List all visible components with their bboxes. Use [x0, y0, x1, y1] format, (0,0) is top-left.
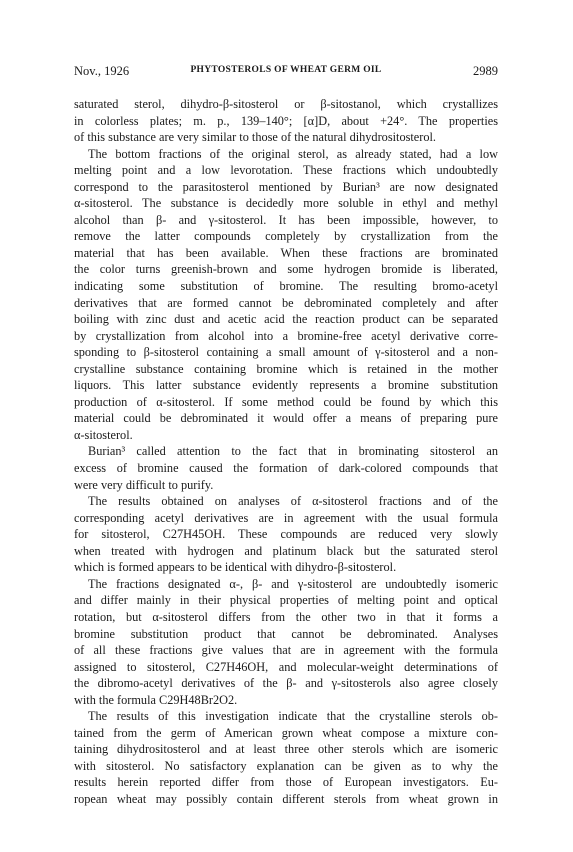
text-line: the dibromo-acetyl derivatives of the β- and γ-sitosterols also agree closely: [74, 676, 498, 691]
text-line: The results of this investigation indicate that the crystalline sterols ob-: [88, 709, 498, 724]
text-line: derivatives that are formed cannot be debrominated completely and after: [74, 295, 498, 310]
text-line: material that has been available. When these fractions are brominated: [74, 245, 498, 260]
text-line: taining dihydrositosterol and at least three other sterols which are isomeric: [74, 742, 498, 757]
text-line: and differ mainly in their physical properties of melting point and optical: [74, 593, 498, 608]
text-line: excess of bromine caused the formation of dark-colored compounds that: [74, 461, 498, 476]
running-header: [74, 64, 498, 82]
text-line: α-sitosterol. The substance is decidedly more soluble in ethyl and methyl: [74, 196, 498, 211]
text-line: α-sitosterol.: [74, 427, 133, 442]
text-line: The results obtained on analyses of α-sitosterol fractions and of the: [88, 494, 498, 509]
text-line: alcohol than β- and γ-sitosterol. It has been impossible, however, to: [74, 212, 498, 227]
text-line: saturated sterol, dihydro-β-sitosterol or β-sitostanol, which crystallizes: [74, 97, 498, 111]
header-date: Nov., 1926: [74, 64, 130, 78]
text-line: The fractions designated α-, β- and γ-sitosterol are undoubtedly isomeric: [88, 576, 498, 591]
text-line: assigned to sitosterol, C27H46OH, and molecular-weight determinations of: [74, 659, 498, 674]
text-line: the color turns greenish-brown and some hydrogen bromide is liberated,: [74, 262, 498, 277]
text-line: with sitosterol. No satisfactory explanation can be given as to why the: [74, 758, 498, 773]
text-line: in colorless plates; m. p., 139–140°; [α]D, about +24°. The properties: [74, 113, 498, 128]
text-line: melting point and a low levorotation. These fractions which undoubtedly: [74, 163, 498, 178]
text-line: material could be debrominated it would offer a means of preparing pure: [74, 411, 498, 426]
text-line: crystalline substance containing bromine which is retained in the mother: [74, 361, 498, 376]
text-line: bromine substitution product that cannot be debrominated. Analyses: [74, 626, 498, 641]
text-line: production of α-sitosterol. If some method could be found by which this: [74, 394, 498, 409]
text-line: Burian³ called attention to the fact that in brominating sitosterol an: [88, 444, 498, 459]
text-line: for sitosterol, C27H45OH. These compounds are reduced very slowly: [74, 527, 498, 542]
text-line: sponding to β-sitosterol containing a small amount of γ-sitosterol and a non-: [74, 345, 498, 360]
body-text: [74, 96, 498, 808]
text-line: were very difficult to purify.: [74, 477, 214, 492]
text-line: indicating some substitution of bromine. The resulting bromo-acetyl: [74, 279, 498, 294]
text-line: correspond to the parasitosterol mentioned by Burian³ are now designated: [74, 179, 498, 194]
text-line: rotation, but α-sitosterol differs from the other two in that it forms a: [74, 609, 498, 624]
text-line: which is formed appears to be identical with dihydro-β-sitosterol.: [74, 560, 397, 575]
text-line: remove the latter compounds completely by crystallization from the: [74, 229, 498, 244]
text-line: of all these fractions give values that are in agreement with the formula: [74, 643, 498, 658]
text-line: with the formula C29H48Br2O2.: [74, 692, 238, 707]
text-line: when treated with hydrogen and platinum black but the saturated sterol: [74, 543, 498, 558]
text-line: liquors. This latter substance evidently represents a bromine substitution: [74, 378, 498, 393]
text-line: of this substance are very similar to those of the natural dihydrositosterol.: [74, 130, 436, 145]
text-line: by crystallization from alcohol into a bromine-free acetyl derivative corre-: [74, 328, 498, 343]
page-number: 2989: [473, 64, 498, 78]
text-line: The bottom fractions of the original sterol, as already stated, had a low: [88, 146, 498, 161]
text-line: ropean wheat may possibly contain different sterols from wheat grown in: [74, 791, 498, 806]
text-line: corresponding acetyl derivatives are in agreement with the usual formula: [74, 510, 498, 525]
header-title: PHYTOSTEROLS OF WHEAT GERM OIL: [190, 65, 382, 75]
text-line: boiling with zinc dust and acetic acid the reaction product can be separated: [74, 312, 498, 327]
text-line: tained from the germ of American grown wheat compose a mixture con-: [74, 725, 498, 740]
text-line: results herein reported differ from those of European investigators. Eu-: [74, 775, 498, 790]
